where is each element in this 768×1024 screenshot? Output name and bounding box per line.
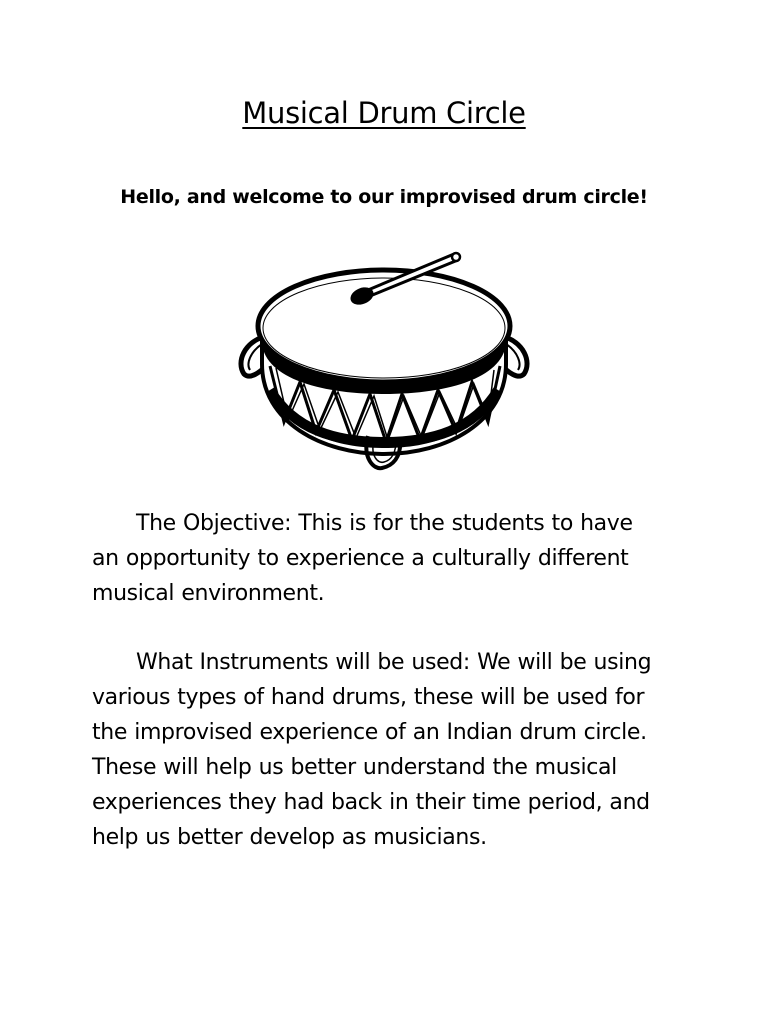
- page-title: Musical Drum Circle: [242, 96, 526, 130]
- paragraph-line: an opportunity to experience a culturally different: [92, 546, 629, 571]
- page-subtitle: Hello, and welcome to our improvised drum circle!: [120, 186, 648, 208]
- paragraph-line: the improvised experience of an Indian drum circle.: [92, 720, 647, 745]
- objective-paragraph: [92, 506, 712, 611]
- instruments-paragraph: [92, 645, 712, 855]
- paragraph-line: help us better develop as musicians.: [92, 825, 487, 850]
- drum-right-handle-inner: [506, 344, 520, 370]
- paragraph-line: various types of hand drums, these will be used for: [92, 685, 645, 710]
- paragraph-line: The Objective: This is for the students to have: [136, 511, 633, 536]
- drum-left-handle-inner: [249, 344, 263, 370]
- paragraph-line: These will help us better understand the musical: [92, 755, 617, 780]
- paragraph-line: What Instruments will be used: We will be using: [136, 650, 652, 675]
- drum-icon: [236, 244, 532, 474]
- paragraph-line: experiences they had back in their time period, and: [92, 790, 650, 815]
- paragraph-line: musical environment.: [92, 581, 325, 606]
